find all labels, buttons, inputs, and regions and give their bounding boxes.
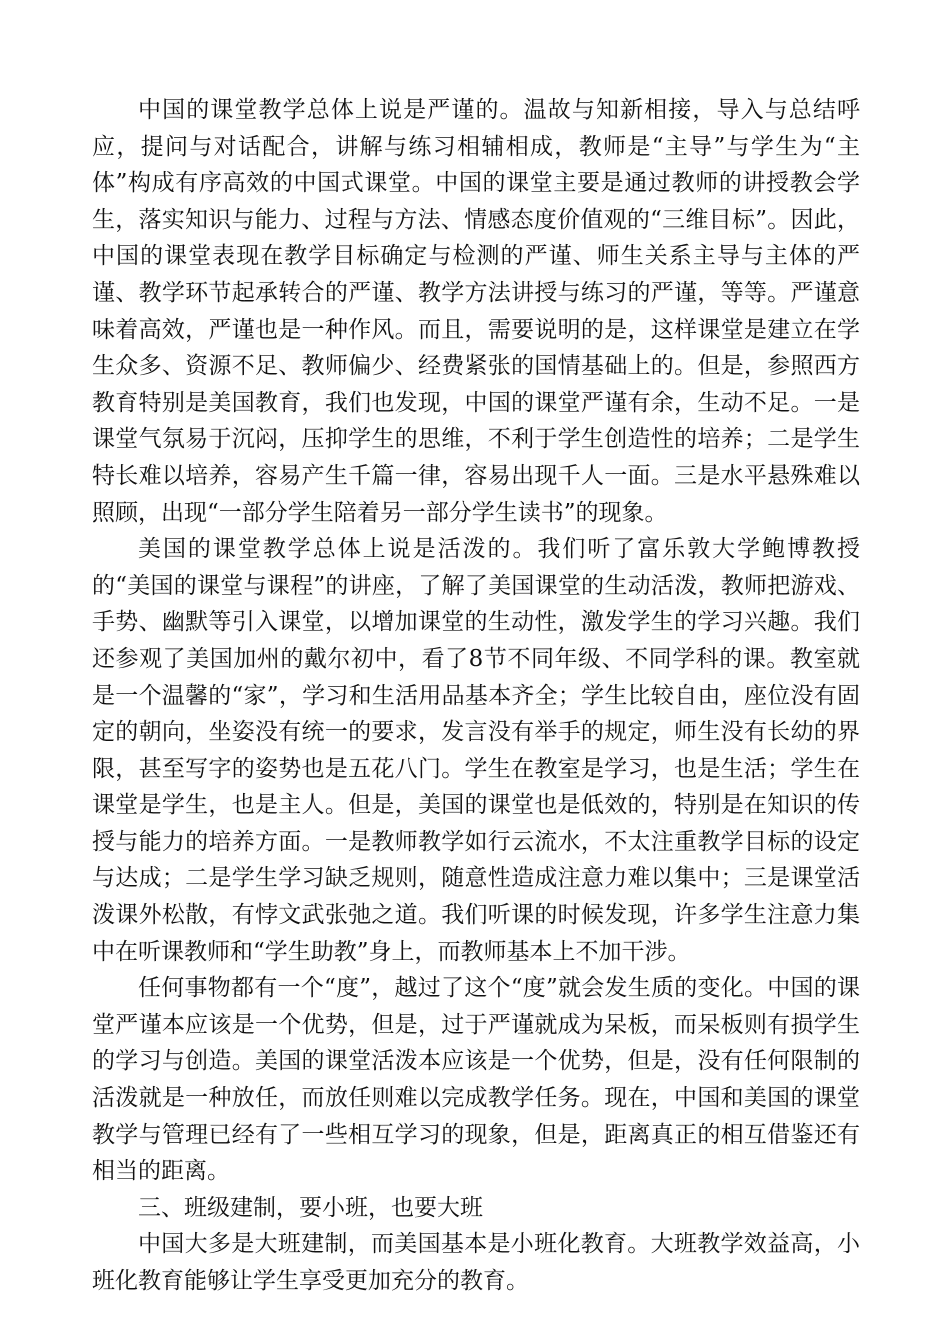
paragraph-class-size: 中国大多是大班建制，而美国基本是小班化教育。大班教学效益高，小班化教育能够让学生享受更加充分的教育。 — [92, 1231, 860, 1294]
document-body — [92, 92, 860, 1300]
paragraph-american-classroom: 美国的课堂教学总体上说是活泼的。我们听了富乐敦大学鲍博教授的“美国的课堂与课程”的讲座，了解了美国课堂的生动活泼，教师把游戏、手势、幽默等引入课堂，以增加课堂的生动性，激发学生的学习兴趣。我们还参观了美国加州的戴尔初中，看了8节不同年级、不同学科的课。教室就是一个温馨的“家”，学习和生活用品基本齐全；学生比较自由，座位没有固定的朝向，坐姿没有统一的要求，发言没有举手的规定，师生没有长幼的界限，甚至写字的姿势也是五花八门。学生在教室是学习，也是生活；学生在课堂是学生，也是主人。但是，美国的课堂也是低效的，特别是在知识的传授与能力的培养方面。一是教师教学如行云流水，不太注重教学目标的设定与达成；二是学生学习缺乏规则，随意性造成注意力难以集中；三是课堂活泼课外松散，有悖文武张弛之道。我们听课的时候发现，许多学生注意力集中在听课教师和“学生助教”身上，而教师基本上不加干涉。 — [92, 536, 860, 965]
section-heading-class-size: 三、班级建制，要小班，也要大班 — [138, 1194, 483, 1221]
paragraph-chinese-classroom: 中国的课堂教学总体上说是严谨的。温故与知新相接，导入与总结呼应，提问与对话配合，讲解与练习相辅相成，教师是“主导”与学生为“主体”构成有序高效的中国式课堂。中国的课堂主要是通过教师的讲授教会学生，落实知识与能力、过程与方法、情感态度价值观的“三维目标”。因此，中国的课堂表现在教学目标确定与检测的严谨、师生关系主导与主体的严谨、教学环节起承转合的严谨、教学方法讲授与练习的严谨，等等。严谨意味着高效，严谨也是一种作风。而且，需要说明的是，这样课堂是建立在学生众多、资源不足、教师偏少、经费紧张的国情基础上的。但是，参照西方教育特别是美国教育，我们也发现，中国的课堂严谨有余，生动不足。一是课堂气氛易于沉闷，压抑学生的思维，不利于学生创造性的培养；二是学生特长难以培养，容易产生千篇一律，容易出现千人一面。三是水平悬殊难以照顾，出现“一部分学生陪着另一部分学生读书”的现象。 — [92, 97, 860, 526]
paragraph-degree: 任何事物都有一个“度”，越过了这个“度”就会发生质的变化。中国的课堂严谨本应该是一个优势，但是，过于严谨就成为呆板，而呆板则有损学生的学习与创造。美国的课堂活泼本应该是一个优势，但是，没有任何限制的活泼就是一种放任，而放任则难以完成教学任务。现在，中国和美国的课堂教学与管理已经有了一些相互学习的现象，但是，距离真正的相互借鉴还有相当的距离。 — [92, 975, 860, 1185]
